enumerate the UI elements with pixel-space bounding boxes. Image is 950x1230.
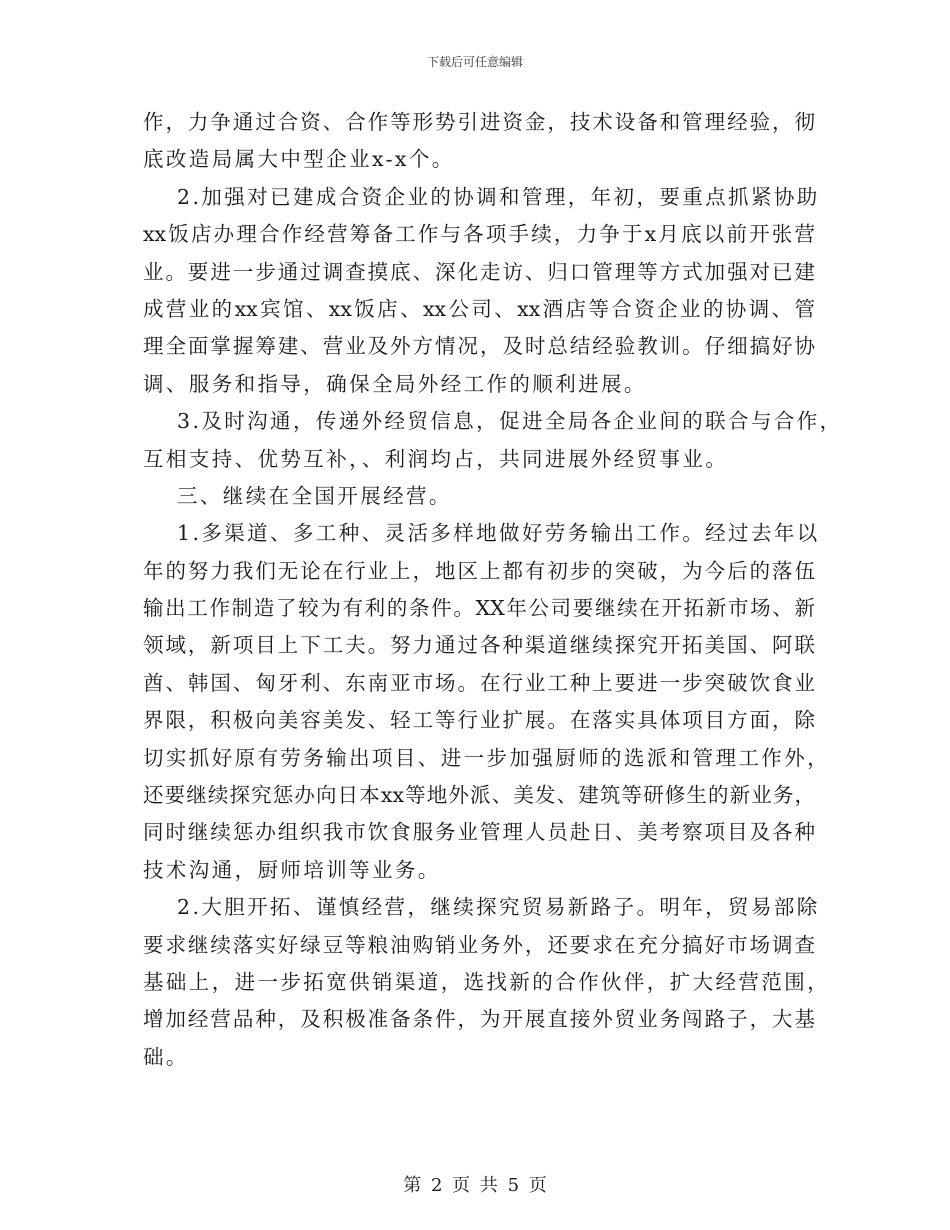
text-line: 年的努力我们无论在行业上，地区上都有初步的突破，为今后的落伍 (143, 558, 815, 583)
text-line: 作，力争通过合资、合作等形势引进资金，技术设备和管理经验，彻 (143, 110, 815, 134)
text-line: 输出工作制造了较为有利的条件。XX年公司要继续在开拓新市场、新 (143, 596, 815, 621)
text-line: 互相支持、优势互补，、利润均占，共同进展外经贸事业。 (143, 446, 729, 471)
page-header: 下载后可任意编辑 (426, 55, 523, 69)
text-line: 基础上，进一步拓宽供销渠道，选找新的合作伙伴，扩大经营范围， (143, 969, 830, 994)
text-line: 增加经营品种，及积极准备条件，为开展直接外贸业务闯路子，大基 (143, 1007, 815, 1032)
text-line: 业。要进一步通过调查摸底、深化走访、归口管理等方式加强对已建 (143, 259, 815, 284)
text-line: 理全面掌握筹建、营业及外方情况，及时总结经验教训。仔细搞好协 (143, 334, 815, 359)
text-line: 1.多渠道、多工种、灵活多样地做好劳务输出工作。经过去年以 (177, 521, 820, 546)
text-line: 底改造局属大中型企业x-x个。 (143, 147, 455, 172)
text-line: 领域，新项目上下工夫。努力通过各种渠道继续探究开拓美国、阿联 (143, 633, 815, 658)
text-line: 础。 (143, 1044, 189, 1069)
text-line: 调、服务和指导，确保全局外经工作的顺利进展。 (143, 371, 647, 396)
text-line: 2.大胆开拓、谨慎经营，继续探究贸易新路子。明年，贸易部除 (177, 895, 820, 920)
text-line: xx饭店办理合作经营筹备工作与各项手续，力争于x月底以前开张营 (143, 222, 815, 247)
text-line: 技术沟通，厨师培训等业务。 (143, 857, 441, 882)
section-heading: 三、继续在全国开展经营。 (177, 483, 452, 508)
text-line: 2.加强对已建成合资企业的协调和管理，年初，要重点抓紧协助 (177, 184, 820, 209)
page-number-footer: 第 2 页 共 5 页 (403, 1175, 547, 1196)
document-body (143, 104, 843, 1076)
text-line: 还要继续探究惩办向日本xx等地外派、美发、建筑等研修生的新业务， (143, 783, 815, 808)
text-line: 界限，积极向美容美发、轻工等行业扩展。在落实具体项目方面，除 (143, 708, 815, 733)
text-line: 酋、韩国、匈牙利、东南亚市场。在行业工种上要进一步突破饮食业 (143, 670, 815, 695)
text-line: 同时继续惩办组织我市饮食服务业管理人员赴日、美考察项目及各种 (143, 820, 815, 845)
text-line: 3.及时沟通，传递外经贸信息，促进全局各企业间的联合与合作， (177, 409, 843, 434)
text-line: 要求继续落实好绿豆等粮油购销业务外，还要求在充分搞好市场调查 (143, 932, 815, 957)
text-line: 切实抓好原有劳务输出项目、进一步加强厨师的选派和管理工作外， (143, 745, 830, 770)
text-line: 成营业的xx宾馆、xx饭店、xx公司、xx酒店等合资企业的协调、管 (143, 296, 815, 321)
